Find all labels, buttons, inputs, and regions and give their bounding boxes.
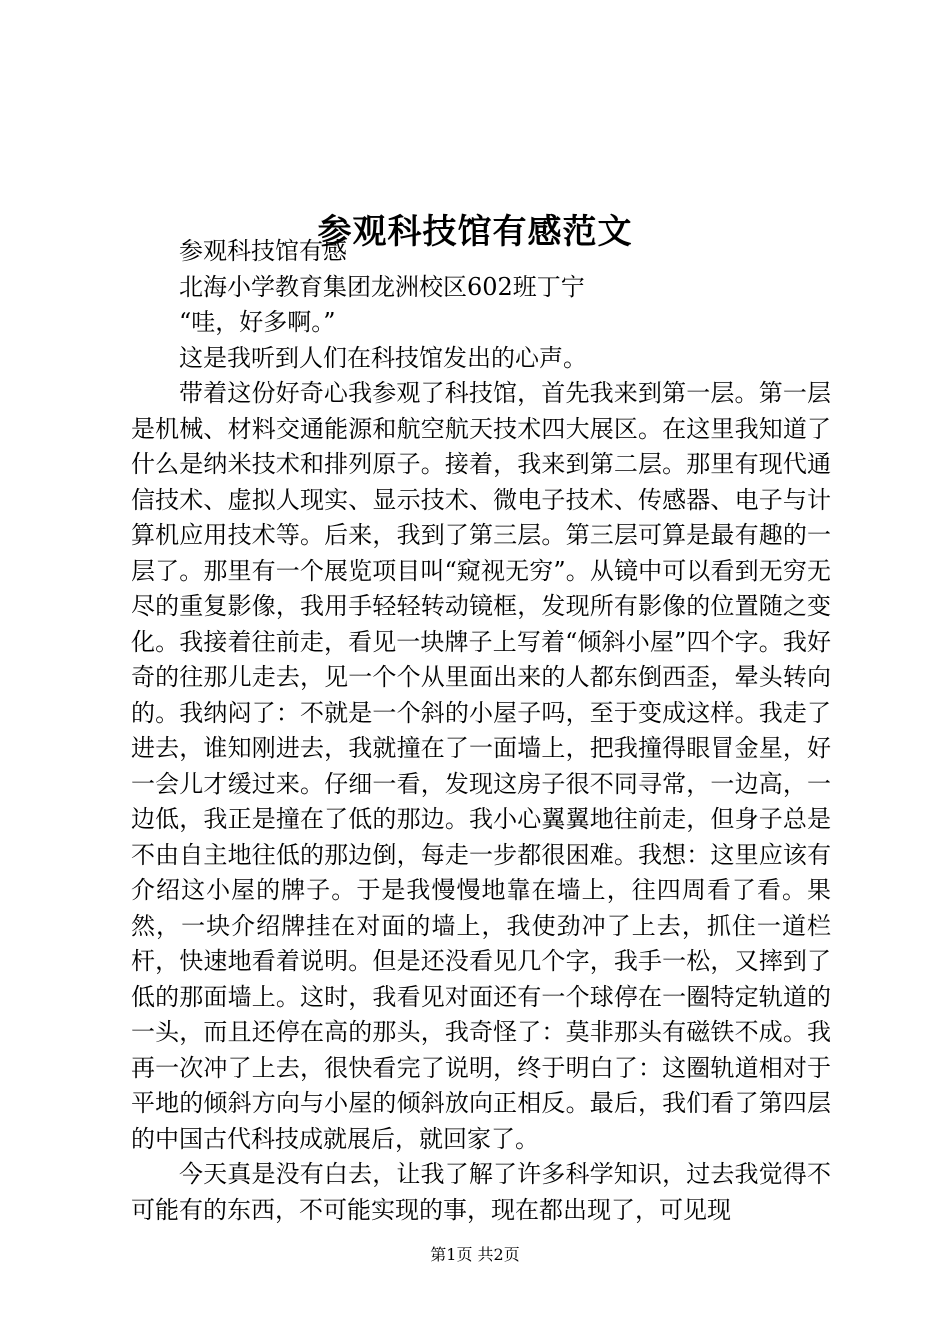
paragraph-heading: 参观科技馆有感	[179, 237, 347, 265]
paragraph-main: 带着这份好奇心我参观了科技馆，首先我来到第一层。第一层是机械、材料交通能源和航空航天技术四大展区。在这里我知道了什么是纳米技术和排列原子。接着，我来到第二层。那里有现代通信技术、虚拟人现实、显示技术、微电子技术、传感器、电子与计算机应用技术等。后来，我到了第三层。第三层可算是最有趣的一层了。那里有一个展览项目叫“窥视无穷”。从镜中可以看到无穷无尽的重复影像，我用手轻轻转动镜框，发现所有影像的位置随之变化。我接着往前走，看见一块牌子上写着“倾斜小屋”四个字。我好奇的往那儿走去，见一个个从里面出来的人都东倒西歪，晕头转向的。我纳闷了：不就是一个斜的小屋子吗，至于变成这样。我走了进去，谁知刚进去，我就撞在了一面墙上，把我撞得眼冒金星，好一会儿才缓过来。仔细一看，发现这房子很不同寻常，一边高，一边低，我正是撞在了低的那边。我小心翼翼地往前走，但身子总是不由自主地往低的那边倒，每走一步都很困难。我想：这里应该有介绍这小屋的牌子。于是我慢慢地靠在墙上，往四周看了看。果然，一块介绍牌挂在对面的墙上，我使劲冲了上去，抓住一道栏杆，快速地看着说明。但是还没看见几个字，我手一松，又摔到了低的那面墙上。这时，我看见对面还有一个球停在一圈特定轨道的一头，而且还停在高的那头，我奇怪了：莫非那头有磁铁不成。我再一次冲了上去，很快看完了说明，终于明白了：这圈轨道相对于平地的倾斜方向与小屋的倾斜放向正相反。最后，我们看了第四层的中国古代科技成就展后，就回家了。	[131, 379, 831, 1153]
paragraph-quote: “哇，好多啊。”	[179, 308, 336, 336]
page-footer: 第1页 共2页	[430, 1245, 520, 1264]
paragraph-conclusion: 今天真是没有白去，让我了解了许多科学知识，过去我觉得不可能有的东西，不可能实现的事，现在都出现了，可见现	[131, 1160, 831, 1224]
paragraph-intro: 这是我听到人们在科技馆发出的心声。	[179, 343, 587, 372]
document-title: 参观科技馆有感范文	[317, 211, 633, 252]
paragraph-author: 北海小学教育集团龙洲校区602班丁宁	[179, 272, 585, 301]
document-body	[131, 234, 831, 1228]
